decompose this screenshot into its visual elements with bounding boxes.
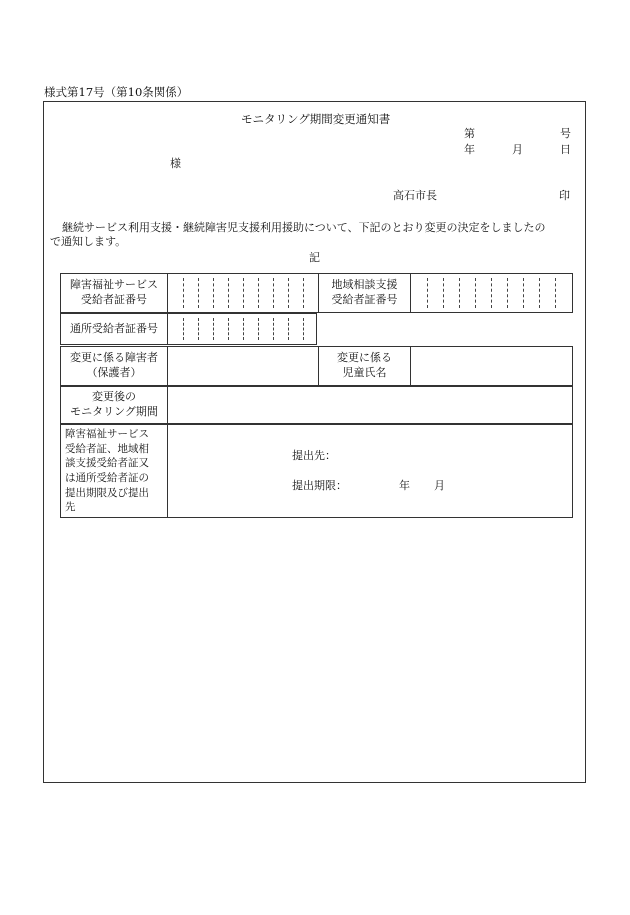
submit-label-line2: 受給者証、地域相: [65, 442, 149, 455]
period-label-line1: 変更後の: [92, 390, 136, 404]
period-label: [61, 387, 168, 424]
person-field[interactable]: [168, 347, 319, 386]
day-digit-boxes: [168, 314, 316, 344]
deadline-label: 提出期限：: [292, 479, 347, 492]
submit-label-line5: 提出期限及び提出: [65, 486, 149, 499]
welfare-number-field[interactable]: [168, 274, 319, 313]
submit-label-line3: 談支援受給者証又: [65, 457, 149, 470]
deadline-month: 月: [434, 479, 445, 492]
consult-label-line2: 受給者証番号: [331, 293, 398, 306]
row-monitoring-period: [60, 386, 573, 424]
row-submission: [60, 424, 573, 518]
submission-field[interactable]: [168, 425, 573, 518]
doc-number-suffix: 号: [560, 127, 571, 140]
doc-number-prefix: 第: [464, 127, 475, 140]
addressee-suffix: 様: [170, 157, 181, 170]
submission-label: [61, 425, 168, 518]
body-text-line2: で通知します。: [50, 235, 127, 248]
submit-label-line6: 先: [65, 501, 76, 514]
child-name-label: [319, 347, 411, 386]
submit-label-line4: は通所受給者証の: [65, 472, 149, 485]
welfare-label-line1: 障害福祉サービス: [70, 278, 158, 292]
row-persons: [60, 346, 573, 386]
child-label-line1: 変更に係る: [337, 351, 392, 365]
ki-label: 記: [309, 251, 320, 264]
child-label-line2: 児童氏名: [342, 366, 387, 379]
child-name-field[interactable]: [411, 347, 573, 386]
consult-digit-boxes: [411, 274, 572, 312]
person-label-line2: （保護者）: [86, 366, 142, 379]
issuer: 高石市長: [393, 189, 437, 202]
consult-label-line1: 地域相談支援: [331, 278, 398, 292]
consult-number-field[interactable]: [411, 274, 573, 313]
person-label: [61, 347, 168, 386]
day-number-field[interactable]: [168, 314, 317, 345]
body-text-line1: 継続サービス利用支援・継続障害児支援利用援助について、下記のとおり変更の決定をしましたの: [62, 221, 546, 234]
date-month: 月: [512, 143, 523, 156]
welfare-label-line2: 受給者証番号: [81, 293, 147, 306]
form-id: 様式第17号（第10条関係）: [44, 85, 189, 99]
day-number-label: 通所受給者証番号: [61, 314, 168, 345]
date-year: 年: [464, 143, 475, 156]
period-label-line2: モニタリング期間: [70, 405, 158, 418]
welfare-number-label: [61, 274, 168, 313]
deadline-year: 年: [399, 479, 410, 492]
seal-mark: 印: [559, 189, 570, 202]
date-day: 日: [560, 143, 571, 156]
form-title: モニタリング期間変更通知書: [241, 112, 391, 126]
row-day-service-number: [60, 313, 317, 345]
submit-to-label: 提出先：: [292, 449, 336, 462]
person-label-line1: 変更に係る障害者: [70, 351, 158, 365]
consult-number-label: [319, 274, 411, 313]
welfare-digit-boxes: [168, 274, 318, 312]
period-field[interactable]: [168, 387, 573, 424]
submit-label-line1: 障害福祉サービス: [65, 428, 149, 440]
row-receiver-numbers: [60, 273, 573, 313]
